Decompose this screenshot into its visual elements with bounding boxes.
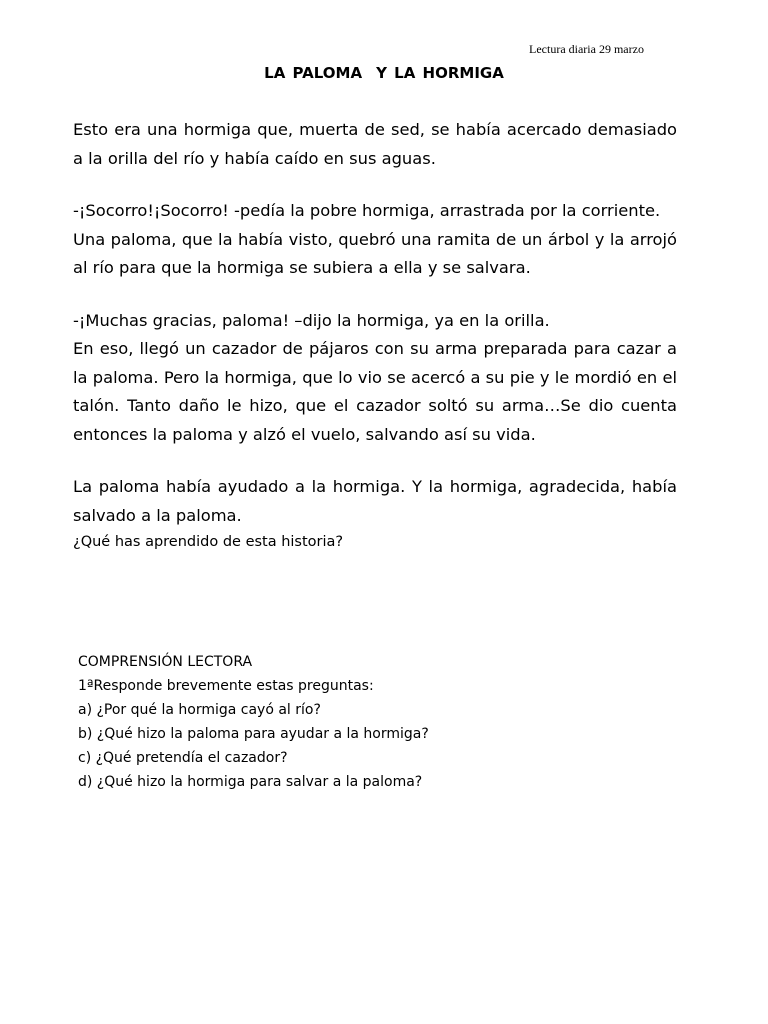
title-part-1: LA PALOMA <box>264 64 363 82</box>
title-part-2: Y LA HORMIGA <box>376 64 504 82</box>
story-paragraph-5: En eso, llegó un cazador de pájaros con su arma preparada para cazar a la paloma. Pero la hormiga, que lo vio se acercó a su pie y le mordió en el talón. Tanto daño le hizo, que el cazador soltó su arma…Se dio cuenta entonces la paloma y alzó el vuelo, salvando así su vida. <box>73 339 677 444</box>
story-paragraph-4: -¡Muchas gracias, paloma! –dijo la hormiga, ya en la orilla. <box>73 310 550 330</box>
question-d: d) ¿Qué hizo la hormiga para salvar a la paloma? <box>78 774 423 790</box>
story-paragraph-1: Esto era una hormiga que, muerta de sed, se había acercado demasiado a la orilla del río y había caído en sus aguas. <box>73 120 677 168</box>
comprehension-section <box>78 650 429 794</box>
story-paragraph-2: -¡Socorro!¡Socorro! -pedía la pobre hormiga, arrastrada por la corriente. <box>73 201 661 220</box>
question-c: c) ¿Qué pretendía el cazador? <box>78 750 288 766</box>
question-b: b) ¿Qué hizo la paloma para ayudar a la hormiga? <box>78 726 429 742</box>
comprehension-heading: COMPRENSIÓN LECTORA <box>78 654 253 670</box>
story-paragraph-6: La paloma había ayudado a la hormiga. Y la hormiga, agradecida, había salvado a la paloma. <box>73 477 677 525</box>
comprehension-instruction: 1ªResponde brevemente estas preguntas: <box>78 678 374 694</box>
question-a: a) ¿Por qué la hormiga cayó al río? <box>78 702 321 718</box>
story-paragraph-3: Una paloma, que la había visto, quebró una ramita de un árbol y la arrojó al río para que la hormiga se subiera a ella y se salvara. <box>73 229 677 277</box>
page-title <box>0 64 768 82</box>
story-body <box>73 116 677 554</box>
header-date: Lectura diaria 29 marzo <box>529 42 644 56</box>
reflection-question: ¿Qué has aprendido de esta historia? <box>73 534 344 550</box>
